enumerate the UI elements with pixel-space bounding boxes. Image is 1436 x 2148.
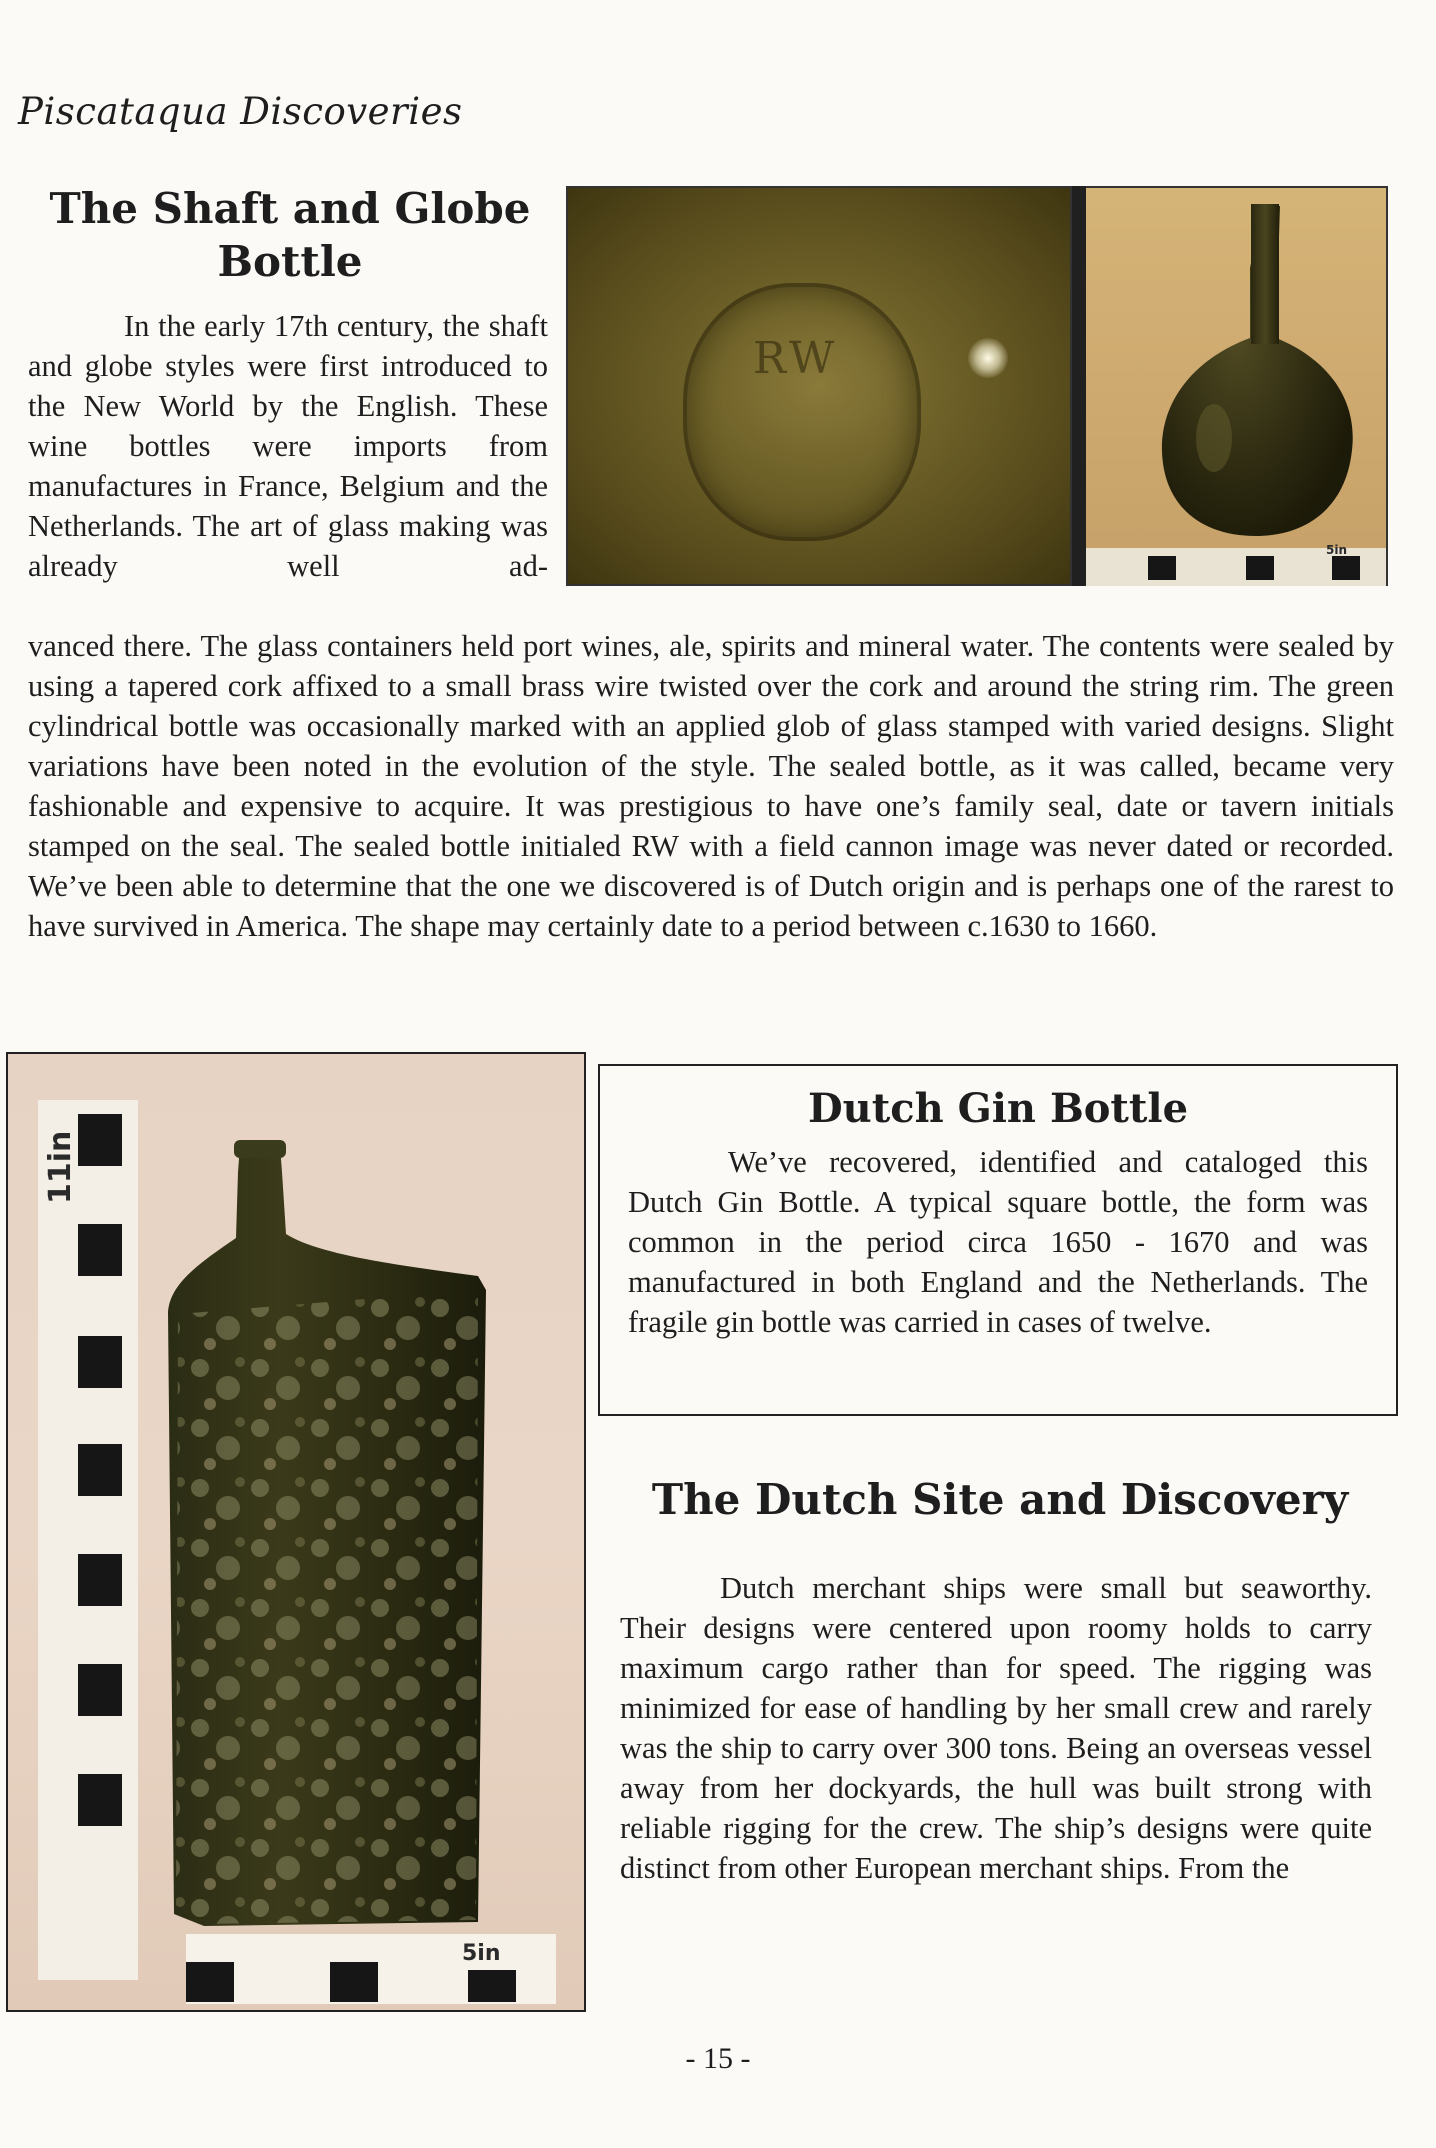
scale-label: 5in <box>1326 543 1348 557</box>
section-title-shaft-globe: The Shaft and Globe Bottle <box>49 184 531 286</box>
gin-bottle-illustration <box>8 1054 584 2010</box>
page-number: - 15 - <box>685 2042 751 2075</box>
photo-divider <box>1072 186 1086 586</box>
dutch-gin-paragraph: We’ve recovered, identified and cataloged this Dutch Gin Bottle. A typical square bottle, the form was common in the period circa 1650 - 1670 and was manufactured in both England and the Netherlands. The fragile gin bottle was carried in cases of twelve. <box>628 1145 1368 1339</box>
scale-block <box>78 1114 122 1166</box>
dutch-gin-bottle-photo <box>6 1052 586 2012</box>
horizontal-scale-label: 5in <box>462 1941 501 1966</box>
scale-block <box>78 1336 122 1388</box>
scale-block <box>1148 556 1176 580</box>
bottle-highlight <box>1196 404 1232 472</box>
shaft-globe-bottle-photo <box>1086 186 1388 586</box>
scale-block <box>1332 556 1360 580</box>
scale-block <box>78 1774 122 1826</box>
shaft-globe-bottle-illustration <box>1086 188 1386 586</box>
scale-block <box>186 1962 234 2002</box>
scale-block <box>78 1664 122 1716</box>
scale-block <box>1246 556 1274 580</box>
shaft-globe-continuation-paragraph: vanced there. The glass containers held port wines, ale, spirits and mineral water. The contents were sealed by using a tapered cork affixed to a small brass wire twisted over the cork and around the string rim. The green cylindrical bottle was occasionally marked with an applied glob of glass stamped with varied designs. Slight variations have been noted in the evolution of the style. The sealed bottle, as it was called, became very fashionable and expensive to acquire. It was prestigious to have one’s family seal, date or tavern initials stamped on the seal. The sealed bottle initialed RW with a field cannon image was never dated or recorded. We’ve been able to determine that the one we discovered is of Dutch origin and is perhaps one of the rarest to have survived in America. The shape may certainly date to a period between c.1630 to 1660. <box>28 629 1394 943</box>
running-head: Piscataqua Discoveries <box>18 90 463 133</box>
glass-seal-shape <box>683 283 921 541</box>
scale-block <box>78 1224 122 1276</box>
dutch-gin-box <box>598 1064 1398 1416</box>
scale-block <box>330 1962 378 2002</box>
gin-bottle-patina <box>176 1290 478 1924</box>
bottle-seal-photo <box>566 186 1072 586</box>
section-title-dutch-site: The Dutch Site and Discovery <box>651 1475 1349 1524</box>
shaft-globe-intro-paragraph: In the early 17th century, the shaft and globe styles were first introduced to the New World by the English. These wine bottles were imports from manufactures in France, Belgium and the Netherlands. The art of glass making was already well ad- <box>28 309 548 583</box>
scale-block <box>468 1970 516 2002</box>
scale-block <box>78 1444 122 1496</box>
glass-glint <box>968 338 1008 378</box>
seal-initials: RW <box>753 333 839 384</box>
bottle-shaft-neck <box>1251 204 1279 344</box>
gin-bottle-lip <box>234 1140 286 1158</box>
dutch-site-paragraph: Dutch merchant ships were small but seaworthy. Their designs were centered upon roomy holds to carry maximum cargo rather than for speed. The rigging was minimized for ease of handling by her small crew and rarely was the ship to carry over 300 tons. Being an overseas vessel away from her dockyards, the hull was built strong with reliable rigging for the crew. The ship’s designs were quite distinct from other European merchant ships. From the <box>620 1571 1372 1885</box>
scale-block <box>78 1554 122 1606</box>
section-title-dutch-gin: Dutch Gin Bottle <box>807 1085 1189 1132</box>
vertical-scale-label: 11in <box>43 1130 78 1204</box>
